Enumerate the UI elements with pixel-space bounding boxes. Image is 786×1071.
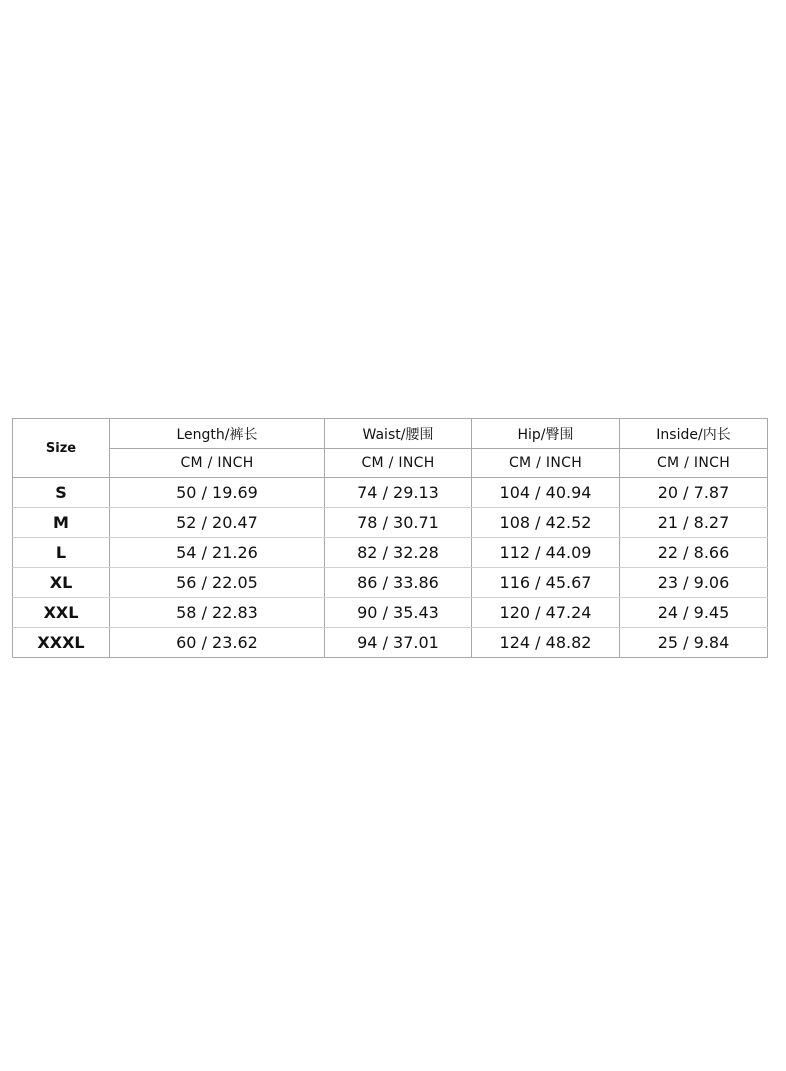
size-label: M (13, 508, 110, 538)
table-row (13, 598, 768, 628)
waist-value: 94 / 37.01 (325, 628, 472, 658)
inside-value: 22 / 8.66 (620, 538, 768, 568)
size-column-header: Size (13, 419, 110, 478)
header-row (13, 419, 768, 449)
table-row (13, 628, 768, 658)
hip-column-header: Hip/臀围 (472, 419, 620, 449)
length-column-header: Length/裤长 (110, 419, 325, 449)
waist-column-header: Waist/腰围 (325, 419, 472, 449)
length-unit: CM / INCH (110, 449, 325, 478)
length-value: 56 / 22.05 (110, 568, 325, 598)
size-label: L (13, 538, 110, 568)
waist-value: 78 / 30.71 (325, 508, 472, 538)
hip-value: 124 / 48.82 (472, 628, 620, 658)
inside-column-header: Inside/内长 (620, 419, 768, 449)
size-label: XXXL (13, 628, 110, 658)
hip-value: 120 / 47.24 (472, 598, 620, 628)
length-value: 50 / 19.69 (110, 478, 325, 508)
inside-unit: CM / INCH (620, 449, 768, 478)
inside-value: 24 / 9.45 (620, 598, 768, 628)
hip-unit: CM / INCH (472, 449, 620, 478)
size-label: XL (13, 568, 110, 598)
size-label: XXL (13, 598, 110, 628)
inside-value: 25 / 9.84 (620, 628, 768, 658)
table-row (13, 538, 768, 568)
table-row (13, 478, 768, 508)
inside-value: 20 / 7.87 (620, 478, 768, 508)
waist-value: 74 / 29.13 (325, 478, 472, 508)
inside-value: 23 / 9.06 (620, 568, 768, 598)
waist-value: 82 / 32.28 (325, 538, 472, 568)
hip-value: 116 / 45.67 (472, 568, 620, 598)
waist-value: 90 / 35.43 (325, 598, 472, 628)
length-value: 58 / 22.83 (110, 598, 325, 628)
length-value: 60 / 23.62 (110, 628, 325, 658)
unit-row (13, 449, 768, 478)
length-value: 54 / 21.26 (110, 538, 325, 568)
size-label: S (13, 478, 110, 508)
waist-value: 86 / 33.86 (325, 568, 472, 598)
table-row (13, 568, 768, 598)
hip-value: 112 / 44.09 (472, 538, 620, 568)
waist-unit: CM / INCH (325, 449, 472, 478)
length-value: 52 / 20.47 (110, 508, 325, 538)
hip-value: 104 / 40.94 (472, 478, 620, 508)
inside-value: 21 / 8.27 (620, 508, 768, 538)
table-row (13, 508, 768, 538)
hip-value: 108 / 42.52 (472, 508, 620, 538)
size-chart-table (12, 418, 768, 658)
